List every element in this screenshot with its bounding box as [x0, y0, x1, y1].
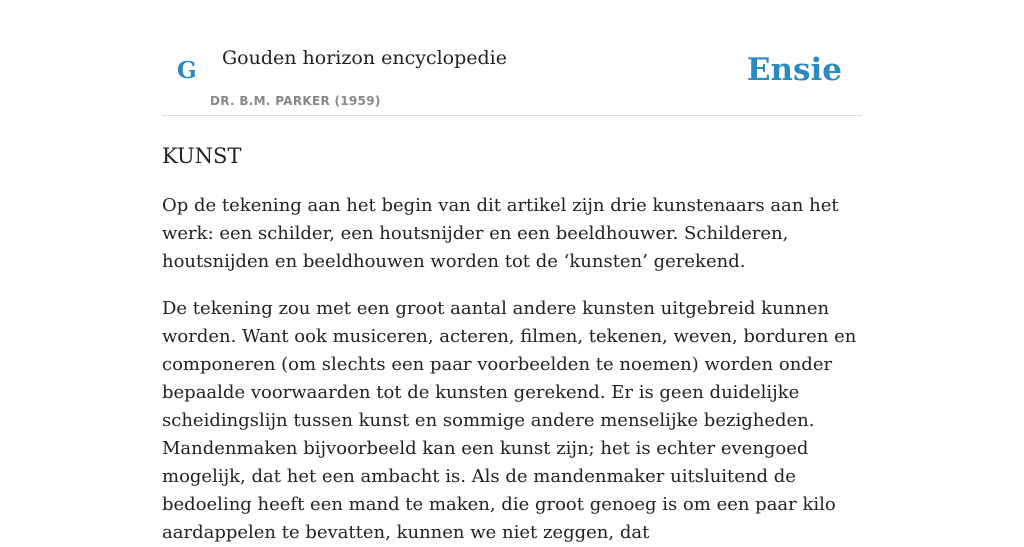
book-title-link[interactable]: Gouden horizon encyclopedie — [222, 47, 507, 69]
book-author: DR. B.M. PARKER (1959) — [210, 94, 381, 108]
article-title: KUNST — [162, 144, 242, 168]
article-paragraph-1: Op de tekening aan het begin van dit artikel zijn drie kunstenaars aan het werk: een schilder, een houtsnijder en een beeldhouwer. Schilderen, houtsnijden en beeldhouwen worden tot de ‘kunsten’ gerekend. — [162, 195, 839, 272]
page-container — [162, 0, 862, 547]
brand-logo-link[interactable]: Ensie — [746, 52, 842, 88]
book-logo-icon[interactable]: G — [177, 57, 197, 84]
book-header — [162, 0, 862, 116]
article-paragraph-2: De tekening zou met een groot aantal andere kunsten uitgebreid kunnen worden. Want ook musiceren, acteren, filmen, tekenen, weven, borduren en componeren (om slechts een paar voorbeelden te noemen) worden onder bepaalde voorwaarden tot de kunsten gerekend. Er is geen duidelijke scheidingslijn tussen kunst en sommige andere menselijke bezigheden. Mandenmaken bijvoorbeeld kan een kunst zijn; het is echter evengoed mogelijk, dat het een ambacht is. Als de mandenmaker uitsluitend de bedoeling heeft een mand te maken, die groot genoeg is om een paar kilo aardappelen te bevatten, kunnen we niet zeggen, dat — [162, 298, 857, 543]
